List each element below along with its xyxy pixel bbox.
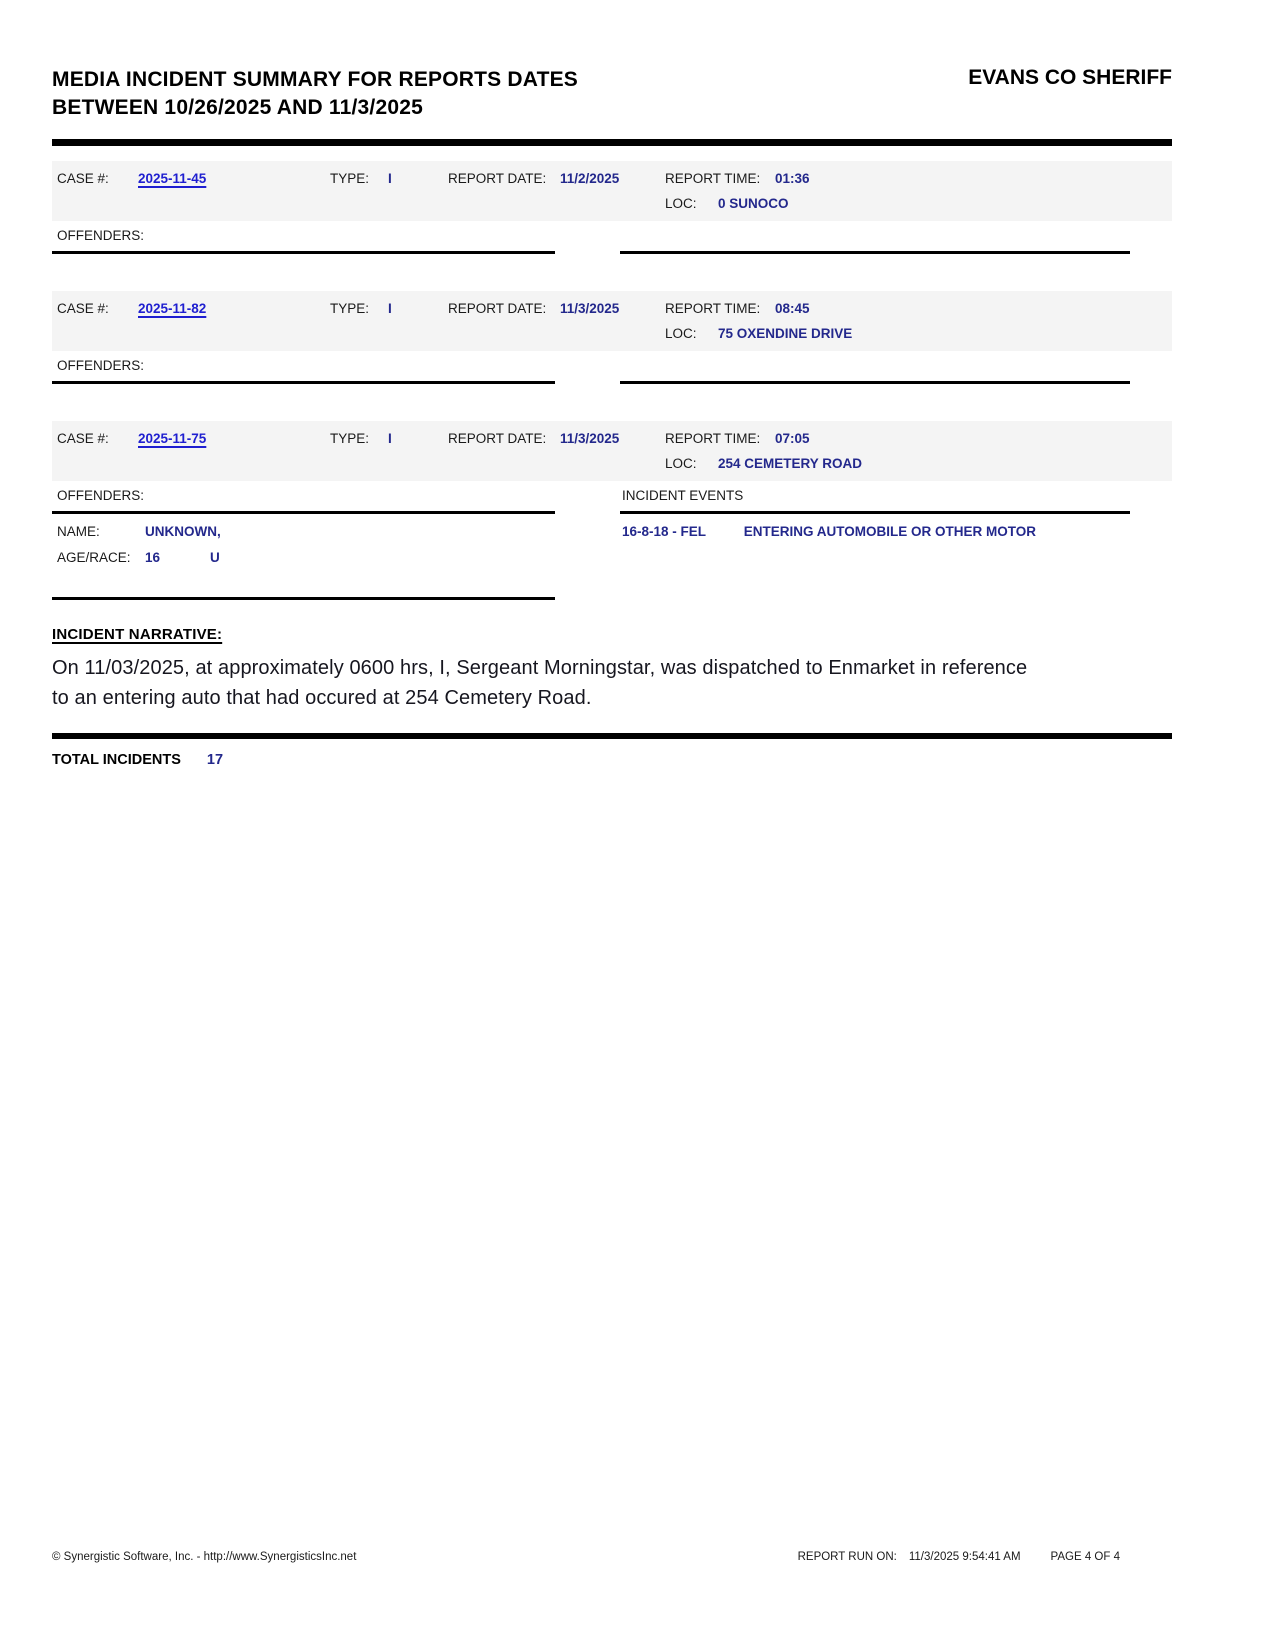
offenders-underline bbox=[52, 381, 555, 384]
report-time-label: REPORT TIME: bbox=[665, 171, 761, 186]
loc-value: 0 SUNOCO bbox=[718, 196, 789, 211]
name-label: NAME: bbox=[57, 524, 100, 539]
events-underline bbox=[620, 251, 1130, 254]
loc-value: 75 OXENDINE DRIVE bbox=[718, 326, 853, 341]
offenders-header bbox=[52, 358, 1172, 378]
event-description: ENTERING AUTOMOBILE OR OTHER MOTOR bbox=[743, 524, 1037, 539]
event-code: 16-8-18 - FEL bbox=[622, 524, 707, 539]
type-label: TYPE: bbox=[330, 431, 370, 446]
loc-label: LOC: bbox=[665, 326, 697, 341]
case-number-link[interactable]: 2025-11-82 bbox=[138, 301, 207, 316]
case-number-link[interactable]: 2025-11-75 bbox=[138, 431, 207, 446]
report-date-value: 11/3/2025 bbox=[560, 431, 620, 446]
events-underline bbox=[620, 381, 1130, 384]
totals-row bbox=[52, 752, 1172, 768]
report-time-label: REPORT TIME: bbox=[665, 301, 761, 316]
report-time-label: REPORT TIME: bbox=[665, 431, 761, 446]
narrative-heading: INCIDENT NARRATIVE: bbox=[52, 626, 223, 643]
type-value: I bbox=[388, 301, 392, 316]
offenders-label: OFFENDERS: bbox=[57, 488, 145, 503]
case-label: CASE #: bbox=[57, 301, 109, 316]
loc-label: LOC: bbox=[665, 196, 697, 211]
incident-event-row bbox=[622, 524, 1036, 539]
case-banner bbox=[52, 161, 1172, 221]
report-title bbox=[52, 66, 578, 122]
case-block bbox=[52, 161, 1172, 276]
report-title-line2: BETWEEN 10/26/2025 AND 11/3/2025 bbox=[52, 96, 423, 119]
offender-name-row bbox=[52, 524, 1172, 541]
case-block bbox=[52, 421, 1172, 600]
loc-label: LOC: bbox=[665, 456, 697, 471]
footer-right bbox=[798, 1551, 1120, 1563]
age-race-label: AGE/RACE: bbox=[57, 550, 131, 565]
type-value: I bbox=[388, 171, 392, 186]
total-incidents-value: 17 bbox=[206, 752, 224, 768]
offender-details bbox=[52, 524, 1172, 567]
age-value: 16 bbox=[145, 550, 161, 565]
offenders-label: OFFENDERS: bbox=[57, 358, 145, 373]
report-time-value: 07:05 bbox=[775, 431, 810, 446]
offenders-underline bbox=[52, 251, 555, 254]
report-page bbox=[52, 66, 1172, 768]
report-time-value: 01:36 bbox=[775, 171, 810, 186]
total-incidents-label: TOTAL INCIDENTS bbox=[52, 752, 181, 768]
type-value: I bbox=[388, 431, 392, 446]
type-label: TYPE: bbox=[330, 301, 370, 316]
case-banner bbox=[52, 421, 1172, 481]
offenders-header bbox=[52, 228, 1172, 248]
totals-divider bbox=[52, 733, 1172, 739]
report-header bbox=[52, 66, 1172, 122]
offenders-underline bbox=[52, 511, 555, 514]
section-underlines bbox=[52, 251, 1172, 254]
report-date-value: 11/3/2025 bbox=[560, 301, 620, 316]
case-number-link[interactable]: 2025-11-45 bbox=[138, 171, 207, 186]
report-date-label: REPORT DATE: bbox=[448, 301, 547, 316]
section-underlines bbox=[52, 381, 1172, 384]
case-banner bbox=[52, 291, 1172, 351]
narrative-text: On 11/03/2025, at approximately 0600 hrs, I, Sergeant Morningstar, was dispatched to Enmarket in reference to an entering auto that had occured at 254 Cemetery Road. bbox=[52, 657, 1028, 709]
section-underlines bbox=[52, 511, 1172, 514]
case-block bbox=[52, 291, 1172, 406]
page-indicator: PAGE 4 OF 4 bbox=[1050, 1551, 1120, 1563]
case-label: CASE #: bbox=[57, 171, 109, 186]
type-label: TYPE: bbox=[330, 171, 370, 186]
offender-age-race-row bbox=[52, 550, 1172, 567]
loc-value: 254 CEMETERY ROAD bbox=[718, 456, 863, 471]
offender-name-value: UNKNOWN, bbox=[145, 524, 221, 539]
report-run-on-value: 11/3/2025 9:54:41 AM bbox=[908, 1551, 1021, 1563]
incident-events-label: INCIDENT EVENTS bbox=[622, 488, 744, 503]
header-divider bbox=[52, 139, 1172, 146]
report-date-value: 11/2/2025 bbox=[560, 171, 620, 186]
agency-name: EVANS CO SHERIFF bbox=[968, 66, 1172, 89]
offenders-label: OFFENDERS: bbox=[57, 228, 145, 243]
footer-copyright: © Synergistic Software, Inc. - http://www.SynergisticsInc.net bbox=[52, 1551, 357, 1563]
page-footer bbox=[52, 1551, 1120, 1563]
events-underline bbox=[620, 511, 1130, 514]
offenders-closing-underline bbox=[52, 597, 555, 600]
offenders-events-header bbox=[52, 488, 1172, 508]
report-title-line1: MEDIA INCIDENT SUMMARY FOR REPORTS DATES bbox=[52, 68, 579, 91]
race-value: U bbox=[210, 550, 220, 565]
report-date-label: REPORT DATE: bbox=[448, 431, 547, 446]
report-date-label: REPORT DATE: bbox=[448, 171, 547, 186]
case-label: CASE #: bbox=[57, 431, 109, 446]
report-time-value: 08:45 bbox=[775, 301, 810, 316]
report-run-on-label: REPORT RUN ON: bbox=[797, 1551, 897, 1563]
